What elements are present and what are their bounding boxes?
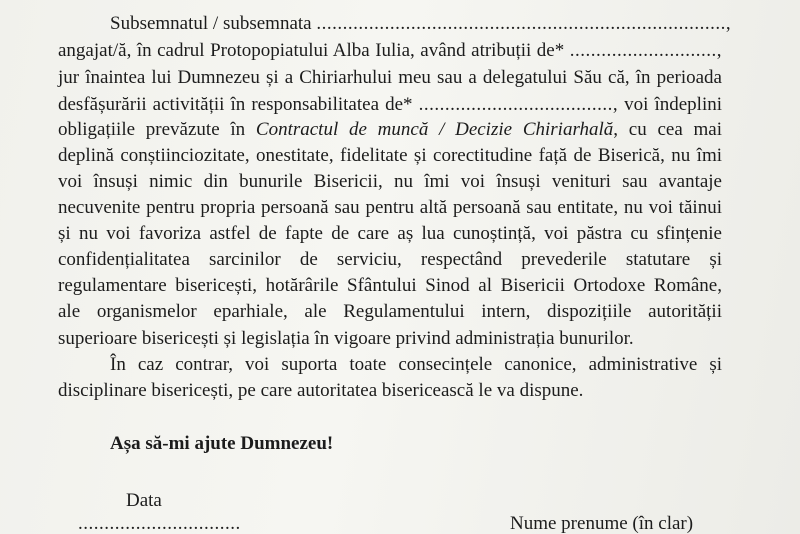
name-label: Nume prenume (în clar) <box>510 513 694 534</box>
obligations-text: obligațiile prevăzute în <box>58 119 246 140</box>
fulfil-text: voi îndeplini <box>624 94 723 115</box>
paragraph-1-line-4 <box>58 93 722 117</box>
paragraph-2-line-1: În caz contrar, voi suporta toate consecințele canonice, administrative și <box>110 354 722 375</box>
paragraph-1-line-10: confidențialitatea sarcinilor de serviciu, respectând prevederile statutare și <box>58 249 722 270</box>
paragraph-1-line-9: și nu voi favoriza astfel de fapte de care aș lua cunoștință, voi păstra cu sfințenie <box>58 223 722 244</box>
paragraph-1-line-7: voi însuși nimic din bunurile Bisericii, nu îmi voi însuși venituri sau avantaje <box>58 171 722 192</box>
date-blank: ............................... <box>78 513 241 534</box>
closing-oath: Așa să-mi ajute Dumnezeu! <box>110 433 334 454</box>
name-blank: .............................................................................., <box>316 13 732 34</box>
paragraph-1-line-5 <box>58 118 722 142</box>
paragraph-1-line-13: superioare bisericești și legislația în vigoare privind administrația bunurilor. <box>58 328 634 349</box>
duties-blank: ............................, <box>569 40 723 61</box>
paragraph-1-line-1 <box>110 12 732 36</box>
paragraph-1-line-3: jur înaintea lui Dumnezeu și a Chiriarhului meu sau a delegatului Său că, în perioada <box>58 67 722 88</box>
date-label: Data <box>126 490 162 511</box>
paragraph-1-line-8: necuvenite pentru propria persoană sau pentru altă persoană sau entitate, nu voi tăinui <box>58 197 722 218</box>
paragraph-1-line-12: ale organismelor eparhiale, ale Regulamentului intern, dispozițiile autorității <box>58 301 722 322</box>
subsemnatul-label: Subsemnatul / subsemnata <box>110 13 312 34</box>
employment-text: angajat/ă, în cadrul Protopopiatului Alba Iulia, având atribuții de* <box>58 40 565 61</box>
paragraph-1-line-11: regulamentare bisericești, hotărârile Sfântului Sinod al Bisericii Ortodoxe Române, <box>58 275 722 296</box>
responsibility-text: desfășurării activității în responsabilitatea de* <box>58 94 413 115</box>
paragraph-1-line-6: deplină conștiinciozitate, onestitate, fidelitate și corectitudine față de Biserică, nu îmi <box>58 145 722 166</box>
paragraph-1-line-2 <box>58 39 722 63</box>
paragraph-2-line-2: disciplinare bisericești, pe care autoritatea bisericească le va dispune. <box>58 380 584 401</box>
responsibility-blank: ....................................., <box>418 94 619 115</box>
obligations-tail: , cu cea mai <box>613 119 722 140</box>
contract-reference: Contractul de muncă / Decizie Chiriarhală <box>255 119 614 140</box>
